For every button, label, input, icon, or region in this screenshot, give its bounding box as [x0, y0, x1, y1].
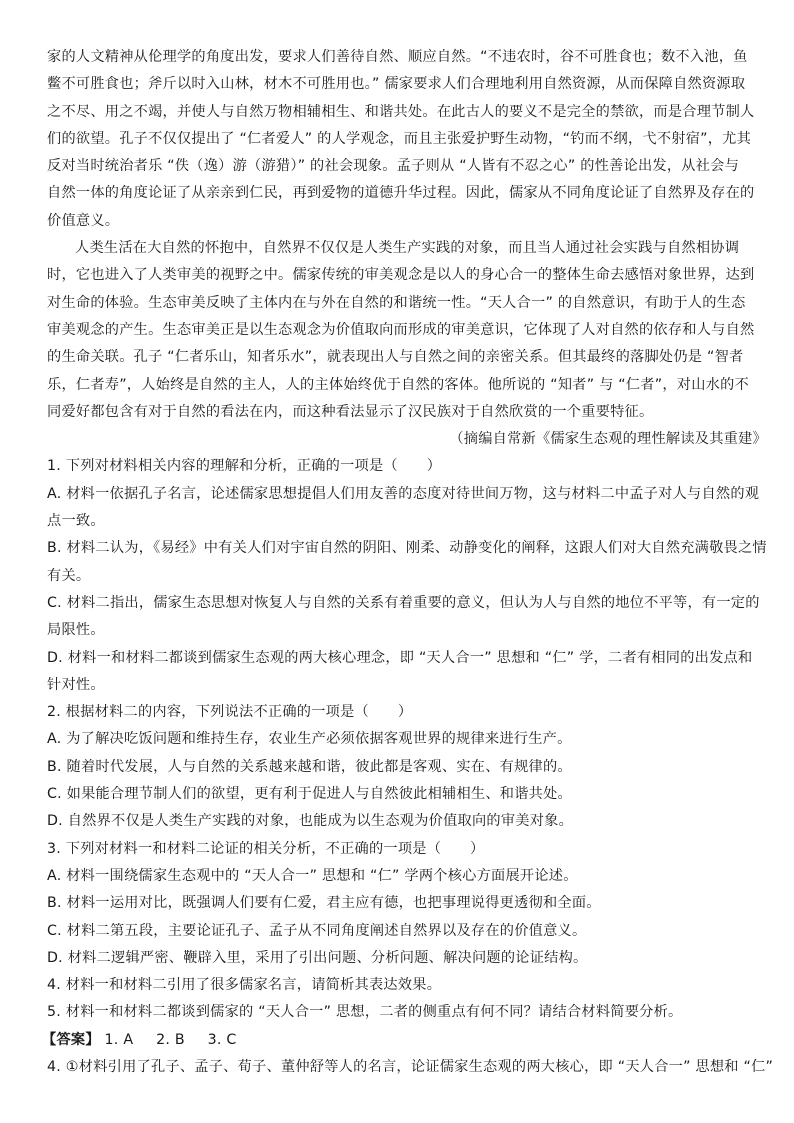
paragraph-line: 乐，仁者寿”，人始终是自然的主人，人的主体始终优于自然的客体。他所说的 “知者” 与 “仁者”，对山水的不 [47, 376, 749, 393]
question-line: B. 材料一运用对比，既强调人们要有仁爱，君主应有德，也把事理说得更透彻和全面。 [47, 895, 601, 912]
question-line: 点一致。 [47, 513, 105, 530]
answer-label: 【答案】 [42, 1031, 100, 1048]
paragraph-line: 自然一体的角度论证了从亲亲到仁民，再到爱物的道德升华过程。因此，儒家从不同角度论证了自然界及存在的 [47, 185, 755, 202]
question-line: A. 材料一依据孔子名言，论述儒家思想提倡人们用友善的态度对待世间万物，这与材料二中孟子对人与自然的观 [47, 485, 760, 502]
question-line: 5. 材料一和材料二都谈到儒家的 “天人合一” 思想，二者的侧重点有何不同？请结合材料简要分析。 [47, 1004, 683, 1021]
answer-item: 3. C [207, 1031, 237, 1048]
paragraph-line: 反对当时统治者乐 “佚（逸）游（游猎）” 的社会现象。孟子则从 “人皆有不忍之心” 的性善论出发，从社会与 [47, 158, 740, 175]
answer-item: 2. B [156, 1031, 185, 1048]
question-line: C. 材料二指出，儒家生态思想对恢复人与自然的关系有着重要的意义，但认为人与自然的地位不平等，有一定的 [47, 594, 760, 611]
question-line: 针对性。 [47, 676, 105, 693]
question-line: A. 为了解决吃饭问题和维持生存，农业生产必须依据客观世界的规律来进行生产。 [47, 731, 572, 748]
source-citation: （摘编自常新《儒家生态观的理性解读及其重建》 [449, 431, 767, 448]
paragraph-line: 们的欲望。孔子不仅仅提出了 “仁者爱人” 的人学观念，而且主张爱护野生动物，“钓而不纲，弋不射宿”，尤其 [47, 130, 752, 147]
question-line: 4. 材料一和材料二引用了很多儒家名言，请简析其表达效果。 [47, 977, 442, 994]
answer-item: 1. A [104, 1031, 134, 1048]
question-line: 2. 根据材料二的内容，下列说法不正确的一项是（ ） [47, 704, 413, 721]
question-line: B. 材料二认为，《易经》中有关人们对宇宙自然的阴阳、刚柔、动静变化的阐释，这跟人们对大自然充满敬畏之情 [47, 540, 767, 557]
question-line: D. 材料一和材料二都谈到儒家生态观的两大核心理念，即 “天人合一” 思想和 “仁” 学，二者有相同的出发点和 [47, 649, 753, 666]
paragraph-1 [47, 44, 767, 235]
question-line: D. 自然界不仅是人类生产实践的对象，也能成为以生态观为价值取向的审美对象。 [47, 813, 574, 830]
paragraph-line: 家的人文精神从伦理学的角度出发，要求人们善待自然、顺应自然。“不违农时，谷不可胜食也；数不入池，鱼 [47, 49, 748, 65]
questions-section [47, 453, 767, 1026]
paragraph-line: 对生命的体验。生态审美反映了主体内在与外在自然的和谐统一性。“天人合一” 的自然意识，有助于人的生态 [47, 294, 746, 311]
answer-line [42, 1027, 767, 1054]
paragraph-line: 同爱好都包含有对于自然的看法在内，而这种看法显示了汉民族对于自然欣赏的一个重要特征。 [47, 403, 654, 420]
paragraph-line: 时，它也进入了人类审美的视野之中。儒家传统的审美观念是以人的身心合一的整体生命去感悟对象世界，达到 [47, 267, 755, 284]
document-page [42, 44, 774, 1081]
paragraph-line: 审美观念的产生。生态审美正是以生态观念为价值取向而形成的审美意识，它体现了人对自然的依存和人与自然 [47, 321, 755, 338]
question-line: C. 材料二第五段，主要论证孔子、孟子从不同角度阐述自然界以及存在的价值意义。 [47, 922, 587, 939]
question-line: 1. 下列对材料相关内容的理解和分析，正确的一项是（ ） [47, 458, 442, 475]
paragraph-line: 之不尽、用之不竭，并使人与自然万物相辅相生、和谐共处。在此古人的要义不是完全的禁欲，而是合理节制人 [47, 103, 755, 120]
question-line: 3. 下列对材料一和材料二论证的相关分析，不正确的一项是（ ） [47, 840, 485, 857]
question-line: A. 材料一围绕儒家生态观中的 “天人合一” 思想和 “仁” 学两个核心方面展开论述。 [47, 867, 578, 884]
question-line: C. 如果能合理节制人们的欲望，更有利于促进人与自然彼此相辅相生、和谐共处。 [47, 786, 572, 803]
paragraph-line: 价值意义。 [47, 212, 120, 229]
question-line: 有关。 [47, 567, 91, 584]
question-line: D. 材料二逻辑严密、鞭辟入里，采用了引出问题、分析问题、解决问题的论证结构。 [47, 949, 588, 966]
paragraph-2 [47, 235, 767, 426]
question-line: B. 随着时代发展，人与自然的关系越来越和谐，彼此都是客观、实在、有规律的。 [47, 758, 572, 775]
question-line: 局限性。 [47, 622, 105, 639]
paragraph-line: 人类生活在大自然的怀抱中，自然界不仅仅是人类生产实践的对象，而且当人通过社会实践与自然相协调 [75, 240, 740, 257]
paragraph-line: 鳖不可胜食也；斧斤以时入山林，材木不可胜用也。” 儒家要求人们合理地利用自然资源，从而保障自然资源取 [47, 76, 746, 93]
paragraph-line: 的生命关联。孔子 “仁者乐山，知者乐水”，就表现出人与自然之间的亲密关系。但其最终的落脚处仍是 “智者 [47, 349, 744, 366]
analysis-line: 4. ①材料引用了孔子、孟子、荀子、董仲舒等人的名言，论证儒家生态观的两大核心，即 “天人合一” 思想和 “仁” [47, 1058, 774, 1075]
